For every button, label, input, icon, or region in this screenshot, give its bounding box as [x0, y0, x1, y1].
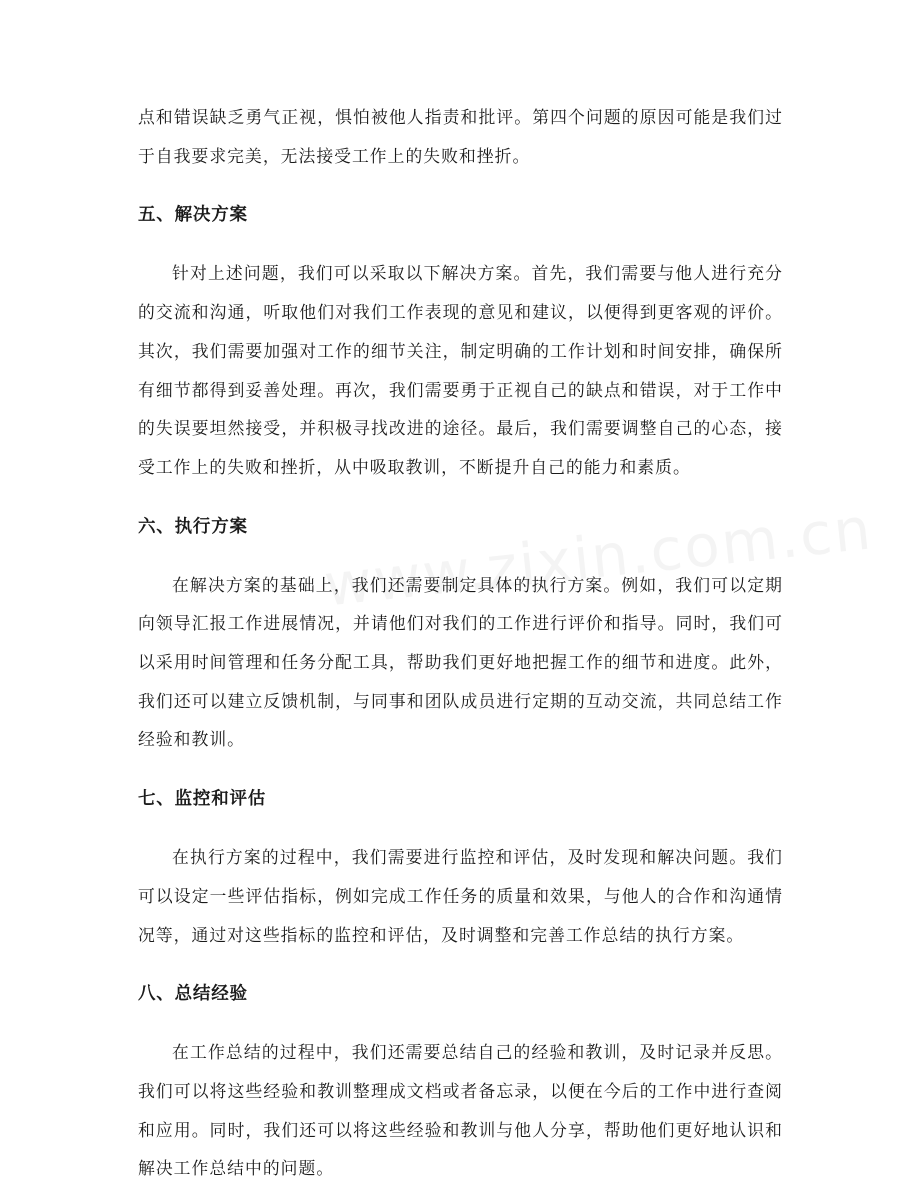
section-heading-solutions: 五、解决方案 — [138, 205, 248, 226]
document-body — [138, 98, 783, 1188]
section-body-monitoring: 在执行方案的过程中，我们需要进行监控和评估，及时发现和解决问题。我们可以设定一些评估指标，例如完成工作任务的质量和效果，与他人的合作和沟通情况等，通过对这些指标的监控和评估，及时调整和完善工作总结的执行方案。 — [138, 847, 783, 945]
section-body-solutions: 针对上述问题，我们可以采取以下解决方案。首先，我们需要与他人进行充分的交流和沟通，听取他们对我们工作表现的意见和建议，以便得到更客观的评价。其次，我们需要加强对工作的细节关注，制定明确的工作计划和时间安排，确保所有细节都得到妥善处理。再次，我们需要勇于正视自己的缺点和错误，对于工作中的失误要坦然接受，并积极寻找改进的途径。最后，我们需要调整自己的心态，接受工作上的失败和挫折，从中吸取教训，不断提升自己的能力和素质。 — [138, 263, 783, 477]
section-heading-monitoring: 七、监控和评估 — [138, 789, 267, 810]
intro-paragraph: 点和错误缺乏勇气正视，惧怕被他人指责和批评。第四个问题的原因可能是我们过于自我要求完美，无法接受工作上的失败和挫折。 — [138, 107, 783, 166]
section-body-execution: 在解决方案的基础上，我们还需要制定具体的执行方案。例如，我们可以定期向领导汇报工作进展情况，并请他们对我们的工作进行评价和指导。同时，我们可以采用时间管理和任务分配工具，帮助我们更好地把握工作的细节和进度。此外，我们还可以建立反馈机制，与同事和团队成员进行定期的互动交流，共同总结工作经验和教训。 — [138, 574, 783, 750]
section-body-summary: 在工作总结的过程中，我们还需要总结自己的经验和教训，及时记录并反思。我们可以将这些经验和教训整理成文档或者备忘录，以便在今后的工作中进行查阅和应用。同时，我们还可以将这些经验和教训与他人分享，帮助他们更好地认识和解决工作总结中的问题。 — [138, 1042, 783, 1179]
section-heading-execution: 六、执行方案 — [138, 516, 248, 537]
section-heading-summary: 八、总结经验 — [138, 984, 248, 1005]
